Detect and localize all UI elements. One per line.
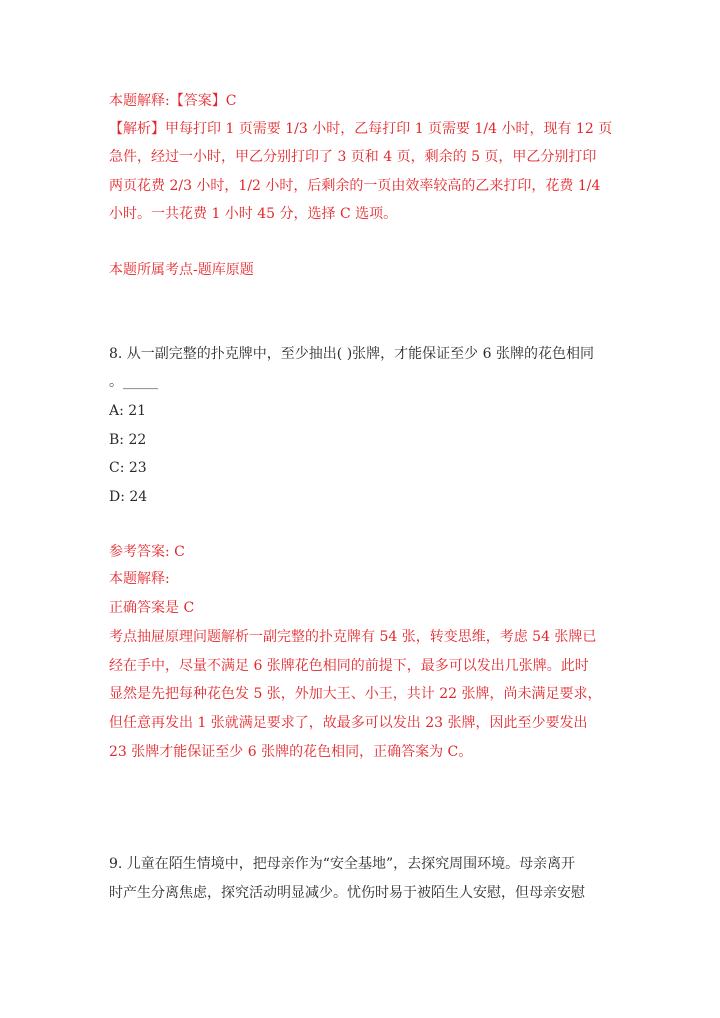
q7-analysis-line-4: 小时。一共花费 1 小时 45 分，选择 C 选项。 [109, 206, 398, 222]
q7-analysis-line-3: 两页花费 2/3 小时，1/2 小时，后剩余的一页由效率较高的乙来打印，花费 1/4 [109, 178, 601, 194]
q9-stem-line-2: 时产生分离焦虑，探究活动明显减少。忧伤时易于被陌生人安慰，但母亲安慰 [109, 885, 585, 901]
q8-option-b: B: 22 [109, 432, 147, 448]
q9-stem-line-1: 9. 儿童在陌生情境中，把母亲作为“安全基地”，去探究周围环境。母亲离开 [109, 856, 576, 872]
q8-reference-answer: 参考答案: C [109, 544, 185, 560]
q7-source: 本题所属考点-题库原题 [109, 262, 254, 278]
q8-analysis-line-2: 经在手中，尽量不满足 6 张牌花色相同的前提下，最多可以发出几张牌。此时 [109, 658, 589, 674]
q8-analysis-line-3: 显然是先把每种花色发 5 张，外加大王、小王，共计 22 张牌，尚未满足要求， [109, 686, 602, 702]
q7-analysis-line-1: 【解析】甲每打印 1 页需要 1/3 小时，乙每打印 1 页需要 1/4 小时，现有 12 页 [109, 121, 613, 137]
q8-option-a: A: 21 [109, 403, 147, 419]
q8-analysis-line-4: 但任意再发出 1 张就满足要求了，故最多可以发出 23 张牌，因此至少要发出 [109, 715, 588, 731]
q7-analysis-line-2: 急件，经过一小时，甲乙分别打印了 3 页和 4 页，剩余的 5 页，甲乙分别打印 [109, 149, 597, 165]
q8-stem-line-2: 。_____ [109, 374, 158, 390]
q8-analysis-line-1: 考点抽屉原理问题解析一副完整的扑克牌有 54 张，转变思维，考虑 54 张牌已 [109, 629, 597, 645]
q8-analysis-line-5: 23 张牌才能保证至少 6 张牌的花色相同，正确答案为 C。 [109, 744, 473, 760]
q8-explanation-label: 本题解释: [109, 571, 170, 587]
q7-explanation-heading: 本题解释:【答案】C [109, 93, 237, 109]
q8-option-d: D: 24 [109, 489, 148, 505]
q8-option-c: C: 23 [109, 460, 147, 476]
q8-correct-answer: 正确答案是 C [109, 600, 195, 616]
q8-stem-line-1: 8. 从一副完整的扑克牌中，至少抽出( )张牌，才能保证至少 6 张牌的花色相同 [109, 346, 594, 362]
